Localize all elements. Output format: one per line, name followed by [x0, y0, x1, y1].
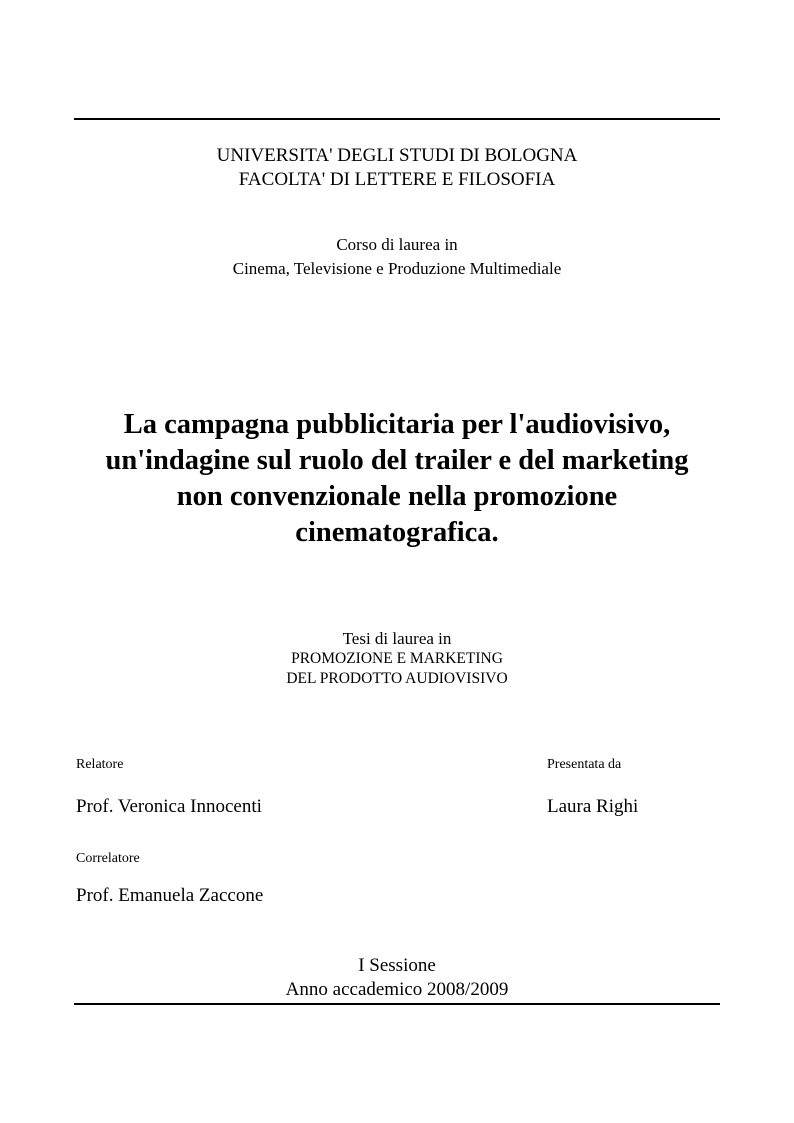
faculty-name: FACOLTA' DI LETTERE E FILOSOFIA: [238, 169, 556, 190]
course-label: Corso di laurea in: [336, 235, 458, 254]
thesis-subject: [74, 629, 720, 689]
top-horizontal-rule: [74, 118, 720, 120]
co-supervisor-name: Prof. Emanuela Zaccone: [76, 885, 264, 906]
thesis-title-line: un'indagine sul ruolo del trailer e del marketing: [105, 445, 689, 476]
session-name: I Sessione: [358, 955, 436, 976]
supervisor-name: Prof. Veronica Innocenti: [76, 796, 262, 817]
thesis-title-line: non convenzionale nella promozione: [176, 481, 618, 512]
academic-year: Anno accademico 2008/2009: [285, 979, 509, 1000]
thesis-title-line: La campagna pubblicitaria per l'audiovisivo,: [123, 409, 671, 440]
thesis-title-line: cinematografica.: [295, 517, 499, 548]
degree-course: [74, 233, 720, 281]
course-name: Cinema, Televisione e Produzione Multimediale: [232, 259, 562, 278]
session-info: [74, 954, 720, 1002]
supervisor-label: Relatore: [76, 757, 124, 772]
thesis-label: Tesi di laurea in: [342, 629, 452, 648]
bottom-horizontal-rule: [74, 1003, 720, 1005]
institution-header: [74, 144, 720, 192]
co-supervisor-label: Correlatore: [76, 851, 140, 866]
presenter-label: Presentata da: [547, 757, 622, 772]
thesis-subject-line: DEL PRODOTTO AUDIOVISIVO: [286, 670, 508, 687]
university-name: UNIVERSITA' DEGLI STUDI DI BOLOGNA: [216, 145, 578, 166]
thesis-title: [74, 407, 720, 551]
presenter-name: Laura Righi: [547, 796, 639, 817]
thesis-subject-line: PROMOZIONE E MARKETING: [291, 650, 503, 667]
